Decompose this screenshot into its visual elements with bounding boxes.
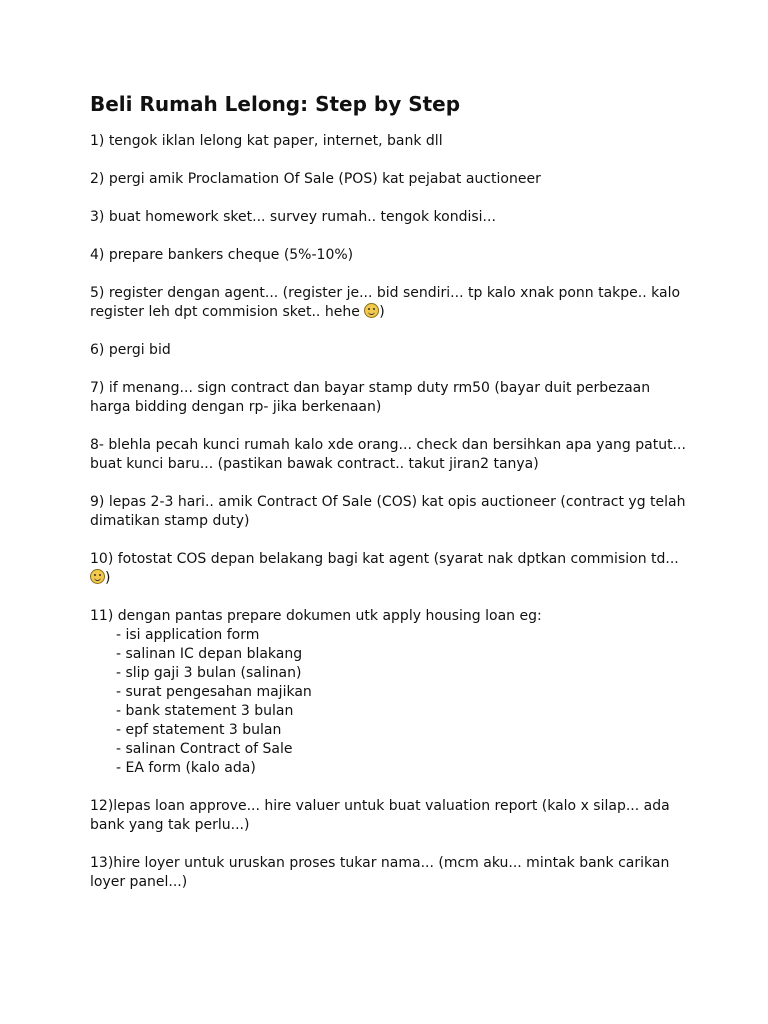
step-12: 12)lepas loan approve... hire valuer untuk buat valuation report (kalo x silap... ada bank yang tak perlu...) [90,798,670,833]
step-1: 1) tengok iklan lelong kat paper, internet, bank dll [90,133,443,149]
step-7: 7) if menang... sign contract dan bayar stamp duty rm50 (bayar duit perbezaan harga bidding dengan rp- jika berkenaan) [90,380,651,415]
step-11: 11) dengan pantas prepare dokumen utk apply housing loan eg: - isi application form - salinan IC depan blakang - slip gaji 3 bulan (salinan) - surat pengesahan majikan - bank statement 3 bulan - epf statement 3 bulan - salinan Contract of Sale - EA form (kalo ada) [90,607,690,778]
list-item: - isi application form [116,627,260,643]
step-2: 2) pergi amik Proclamation Of Sale (POS) kat pejabat auctioneer [90,171,541,187]
list-item: - bank statement 3 bulan [116,703,294,719]
step-3: 3) buat homework sket... survey rumah.. tengok kondisi... [90,209,496,225]
step-9: 9) lepas 2-3 hari.. amik Contract Of Sale (COS) kat opis auctioneer (contract yg telah dimatikan stamp duty) [90,494,686,529]
step-6: 6) pergi bid [90,342,171,358]
list-item: - salinan IC depan blakang [116,646,303,662]
step-10: 10) fotostat COS depan belakang bagi kat agent (syarat nak dptkan commision td... ) [90,551,679,586]
smiley-icon [90,569,105,584]
list-item: - surat pengesahan majikan [116,684,312,700]
list-item: - EA form (kalo ada) [116,760,256,776]
document-page [90,88,690,911]
step-13: 13)hire loyer untuk uruskan proses tukar nama... (mcm aku... mintak bank carikan loyer panel...) [90,855,670,890]
step-5: 5) register dengan agent... (register je... bid sendiri... tp kalo xnak ponn takpe.. kalo register leh dpt commision sket.. hehe ) [90,285,681,320]
smiley-icon [364,303,379,318]
list-item: - salinan Contract of Sale [116,741,293,757]
step-4: 4) prepare bankers cheque (5%-10%) [90,247,354,263]
list-item: - slip gaji 3 bulan (salinan) [116,665,302,681]
documents-list [90,626,690,778]
list-item: - epf statement 3 bulan [116,722,282,738]
document-title: Beli Rumah Lelong: Step by Step [90,92,461,116]
step-8: 8- blehla pecah kunci rumah kalo xde orang... check dan bersihkan apa yang patut... buat kunci baru... (pastikan bawak contract.. takut jiran2 tanya) [90,437,686,472]
